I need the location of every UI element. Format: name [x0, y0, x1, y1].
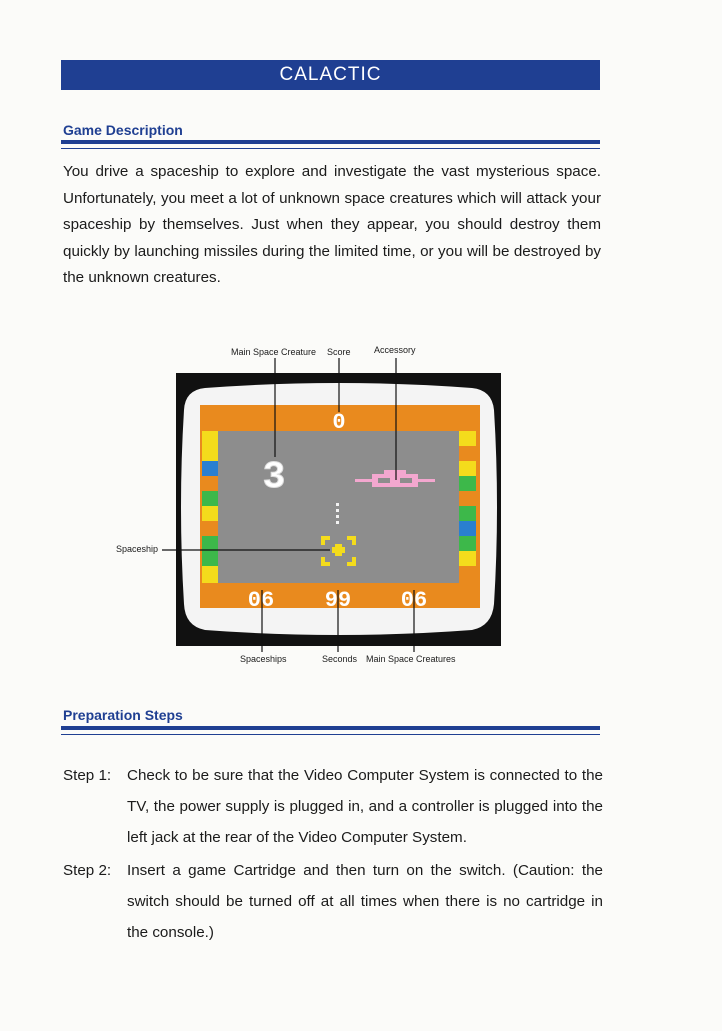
- game-description-text: You drive a spaceship to explore and investigate the vast mysterious space. Unfortunately, you meet a lot of unknown space creatures which will attack your spaceship by themselves. Just when they appear, you should destroy them quickly by launching missiles during the limited time, or you will be destroyed by the unknown creatures.: [63, 163, 601, 286]
- game-description-heading: Game Description: [63, 122, 183, 138]
- step-text: Insert a game Cartridge and then turn on the switch. (Caution: the switch should be turned off at all times when there is no cartridge in the console.): [127, 862, 603, 941]
- main-space-creatures-value: 06: [400, 588, 428, 613]
- right-color-column: [459, 431, 476, 583]
- preparation-steps-rule: [61, 726, 600, 730]
- label-score: Score: [327, 347, 351, 357]
- step-text: Check to be sure that the Video Computer System is connected to the TV, the power supply is plugged in, and a controller is plugged into the left jack at the rear of the Video Computer System.: [127, 767, 603, 846]
- steps-list: [63, 760, 603, 950]
- playfield: [218, 431, 459, 583]
- preparation-steps-heading: Preparation Steps: [63, 707, 183, 723]
- score-value: 0: [332, 410, 346, 435]
- label-main-space-creature: Main Space Creature: [231, 347, 317, 357]
- step-number: Step 2:: [63, 862, 112, 879]
- label-accessory: Accessory: [374, 345, 416, 355]
- step-item: [63, 855, 603, 948]
- creature-count-display: 3: [262, 456, 286, 499]
- label-spaceship: Spaceship: [116, 544, 159, 554]
- page-title: CALACTIC: [61, 60, 600, 90]
- step-number: Step 1:: [63, 767, 112, 784]
- seconds-value: 99: [324, 588, 352, 613]
- label-seconds: Seconds: [322, 654, 358, 664]
- spaceships-value: 06: [247, 588, 275, 613]
- label-spaceships: Spaceships: [240, 654, 287, 664]
- label-main-space-creatures: Main Space Creatures: [366, 654, 456, 664]
- step-item: [63, 760, 603, 853]
- left-color-column: [202, 431, 218, 583]
